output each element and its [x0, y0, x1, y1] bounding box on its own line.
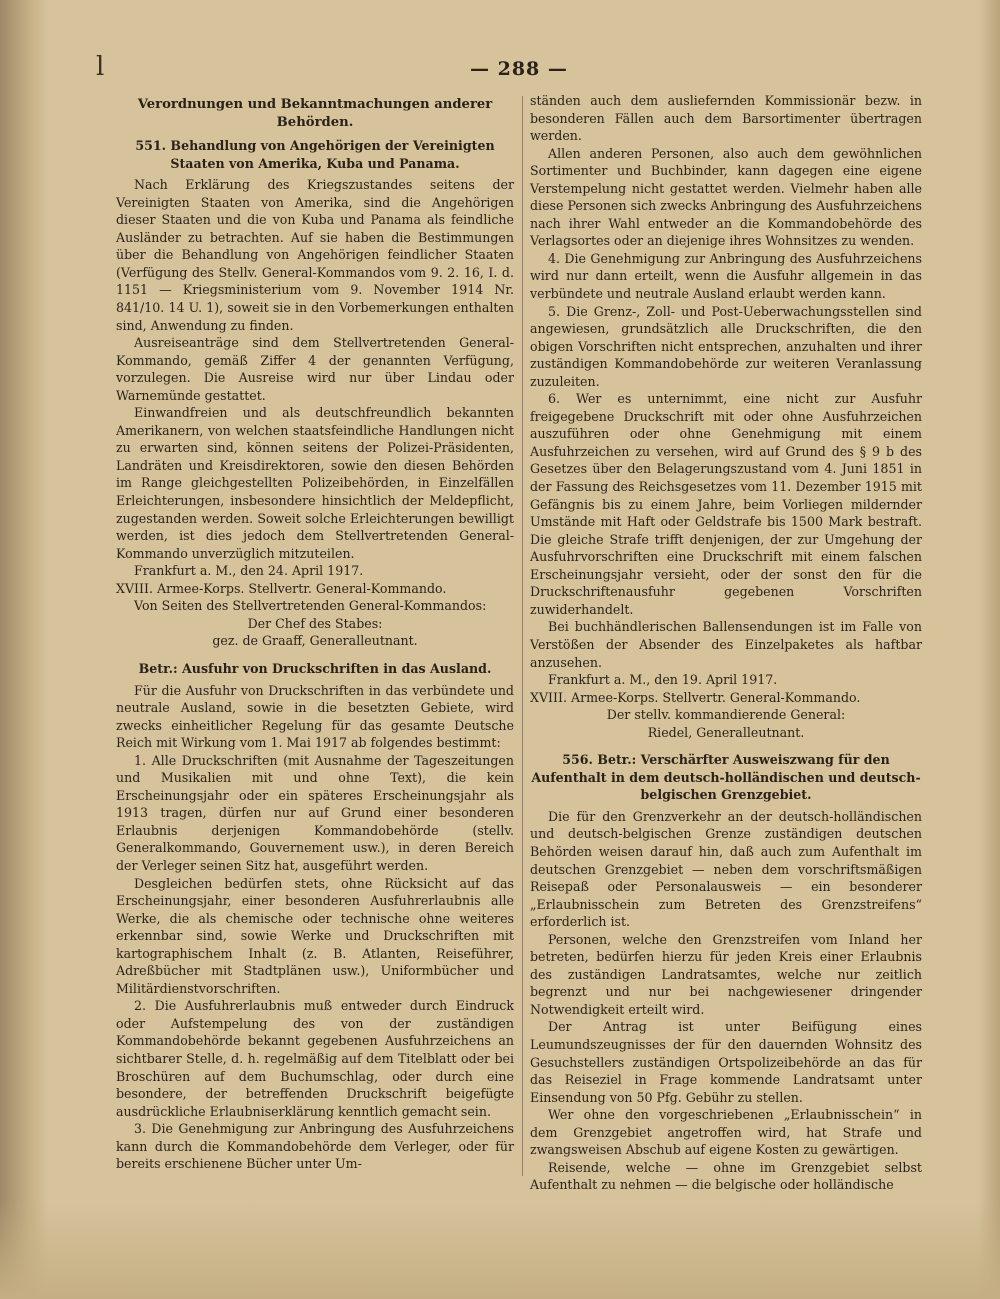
- paragraph: Ausreiseanträge sind dem Stellvertretenden General-Kommando, gemäß Ziffer 4 der genannten Verfügung, vorzulegen. Die Ausreise wird nur über Lindau oder Warnemünde gestattet.: [116, 335, 514, 403]
- paragraph: Bei buchhändlerischen Ballensendungen ist im Falle von Verstößen der Absender des Einzelpaketes als haftbar anzusehen.: [530, 619, 922, 670]
- item-551-title: 551. Behandlung von Angehörigen der Vereinigten Staaten von Amerika, Kuba und Panama.: [135, 138, 495, 171]
- margin-pencil-mark: l: [96, 52, 105, 82]
- page-number: — 288 —: [470, 58, 568, 80]
- rule-4: 4. Die Genehmigung zur Anbringung des Ausfuhrzeichens wird nur dann erteilt, wenn die Ausfuhr allgemein in das verbündete und neutrale Ausland erlaubt werden kann.: [530, 250, 922, 302]
- signature-role: Der Chef des Stabes:: [247, 615, 383, 631]
- item-556-title: 556. Betr.: Verschärfter Ausweiszwang für den Aufenthalt in dem deutsch-holländischen und deutsch-belgischen Grenzgebiet.: [531, 752, 921, 803]
- paragraph: Personen, welche den Grenzstreifen vom Inland her betreten, bedürfen hierzu für jeden Kreis einer Erlaubnis des zuständigen Landratsamtes, welche nur zeitlich begrenzt und nur bei nachgewiesener dringender Notwendigkeit erteilt wird.: [530, 931, 922, 1017]
- column-divider: [522, 96, 523, 1176]
- paragraph: Wer ohne den vorgeschriebenen „Erlaubnisschein“ in dem Grenzgebiet angetroffen wird, hat Strafe und zwangsweisen Abschub auf eigene Kosten zu gewärtigen.: [530, 1107, 922, 1158]
- paragraph: Nach Erklärung des Kriegszustandes seitens der Vereinigten Staaten von Amerika, sind die Angehörigen dieser Staaten und die von Kuba und Panama als feindliche Ausländer zu betrachten. Auf sie haben die Bestimmungen über die Behandlung von Angehörigen feindlicher Staaten (Verfügung des Stellv. General-Kommandos vom 9. 2. 16, I. d. 1151 — Kriegsministerium vom 9. November 1914 Nr. 841/10. 14 U. 1), soweit sie in den Vorbemerkungen enthalten sind, Anwendung zu finden.: [116, 177, 514, 333]
- paragraph-continued: ständen auch dem ausliefernden Kommissionär bezw. in besonderen Fällen auch dem Barsortimenter übertragen werden.: [530, 93, 922, 144]
- export-title: Betr.: Ausfuhr von Druckschriften in das Ausland.: [138, 660, 492, 676]
- right-column: [530, 92, 922, 1194]
- paragraph: Die für den Grenzverkehr an der deutsch-holländischen und deutsch-belgischen Grenze zuständigen deutschen Behörden weisen darauf hin, daß auch zum Aufenthalt im deutschen Grenzgebiet — neben dem vorschriftsmäßigen Reisepaß oder Personalausweis — ein besonderer „Erlaubnisschein zum Betreten des Grenzstreifens“ erforderlich ist.: [530, 808, 922, 930]
- date-line: Frankfurt a. M., den 19. April 1917.: [548, 672, 778, 688]
- rule-2: 2. Die Ausfuhrerlaubnis muß entweder durch Eindruck oder Aufstempelung des von der zuständigen Kommandobehörde bekannt gegebenen Ausfuhrzeichens an sichtbarer Stelle, d. h. regelmäßig auf dem Titelblatt oder bei Broschüren auf dem Buchumschlag, oder durch eine besondere, der betreffenden Druckschrift beigefügte ausdrückliche Erlaubniserklärung kenntlich gemacht sein.: [116, 998, 514, 1119]
- rule-5: 5. Die Grenz-, Zoll- und Post-Ueberwachungsstellen sind angewiesen, grundsätzlich alle Druckschriften, die den obigen Vorschriften nicht entsprechen, anzuhalten und ihrer zuständigen Kommandobehörde zur weiteren Veranlassung zuzuleiten.: [530, 303, 922, 389]
- authority-line: Von Seiten des Stellvertretenden General-Kommandos:: [134, 598, 487, 614]
- signature-name: Riedel, Generalleutnant.: [647, 724, 805, 740]
- paragraph: Einwandfreien und als deutschfreundlich bekannten Amerikanern, von welchen staatsfeindliche Handlungen nicht zu erwarten sind, können seitens der Polizei-Präsidenten, Landräten und Kreisdirektoren, sowie den diesen Behörden im Range gleichgestellten Polizeibehörden, in Einzelfällen Erleichterungen, insbesondere hinsichtlich der Meldepflicht, zugestanden werden. Soweit solche Erleichterungen bewilligt werden, ist dies jedoch dem Stellvertretenden General-Kommando unverzüglich mitzuteilen.: [116, 405, 514, 561]
- signature-name: gez. de Graaff, Generalleutnant.: [212, 633, 418, 649]
- paragraph: Reisende, welche — ohne im Grenzgebiet selbst Aufenthalt zu nehmen — die belgische oder holländische: [530, 1159, 922, 1193]
- paragraph: Der Antrag ist unter Beifügung eines Leumundszeugnisses der für den dauernden Wohnsitz des Gesuchstellers zuständigen Ortspolizeibehörde an das für das Reiseziel in Frage kommende Landratsamt unter Einsendung von 50 Pfg. Gebühr zu stellen.: [530, 1019, 922, 1105]
- paragraph: Allen anderen Personen, also auch dem gewöhnlichen Sortimenter und Buchbinder, kann dagegen eine eigene Verstempelung nicht gestattet werden. Vielmehr haben alle diese Personen sich zwecks Anbringung des Ausfuhrzeichens nach ihrer Wahl entweder an die Kommandobehörde des Verlagsortes oder an diejenige ihres Wohnsitzes zu wenden.: [530, 145, 922, 249]
- left-column: [116, 92, 514, 1173]
- rule-1b: Desgleichen bedürfen stets, ohne Rücksicht auf das Erscheinungsjahr, einer besonderen Ausfuhrerlaubnis alle Werke, die als chemische oder technische ohne weiteres erkennbar sind, sowie Werke und Druckschriften mit kartographischem Inhalt (z. B. Atlanten, Reiseführer, Adreßbücher mit Stadtplänen usw.), Uniformbücher und Militärdienstvorschriften.: [116, 875, 514, 996]
- rule-3: 3. Die Genehmigung zur Anbringung des Ausfuhrzeichens kann durch die Kommandobehörde dem Verleger, oder für bereits erschienene Bücher unter Um-: [116, 1121, 514, 1172]
- page-edge: [978, 0, 1000, 1299]
- corps-line: XVIII. Armee-Korps. Stellvertr. General-Kommando.: [530, 689, 861, 705]
- rule-6: 6. Wer es unternimmt, eine nicht zur Ausfuhr freigegebene Druckschrift mit oder ohne Ausfuhrzeichen auszuführen oder ohne Genehmigung mit einem Ausfuhrzeichen zu versehen, wird auf Grund des § 9 b des Gesetzes über den Belagerungszustand vom 4. Juni 1851 in der Fassung des Reichsgesetzes vom 11. Dezember 1915 mit Gefängnis bis zu einem Jahre, beim Vorliegen mildernder Umstände mit Haft oder Geldstrafe bis 1500 Mark bestraft. Die gleiche Strafe trifft denjenigen, der zur Umgehung der Ausfuhrvorschriften eine Druckschrift mit einem falschen Erscheinungsjahr versieht, oder der sonst den für die Druckschriftenausfuhr gegebenen Vorschriften zuwiderhandelt.: [530, 391, 922, 617]
- paragraph: Für die Ausfuhr von Druckschriften in das verbündete und neutrale Ausland, sowie in die besetzten Gebiete, wird zwecks einheitlicher Regelung für das gesamte Deutsche Reich mit Wirkung vom 1. Mai 1917 ab folgendes bestimmt:: [116, 682, 514, 751]
- signature-role: Der stellv. kommandierende General:: [606, 707, 846, 723]
- rule-1: 1. Alle Druckschriften (mit Ausnahme der Tageszeitungen und Musikalien mit und ohne Text), die kein Erscheinungsjahr oder ein späteres Erscheinungsjahr als 1913 tragen, dürfen nur auf Grund einer besonderen Erlaubnis derjenigen Kommandobehörde (stellv. Generalkommando, Gouvernement usw.), in deren Bereich der Verleger seinen Sitz hat, ausgeführt werden.: [116, 752, 514, 873]
- page-bottom-margin: [0, 1199, 1000, 1299]
- corps-line: XVIII. Armee-Korps. Stellvertr. General-Kommando.: [116, 580, 447, 596]
- date-line: Frankfurt a. M., den 24. April 1917.: [134, 563, 364, 579]
- book-gutter-shadow: [0, 0, 48, 1299]
- section-title: Verordnungen und Bekanntmachungen anderer Behörden.: [137, 97, 493, 130]
